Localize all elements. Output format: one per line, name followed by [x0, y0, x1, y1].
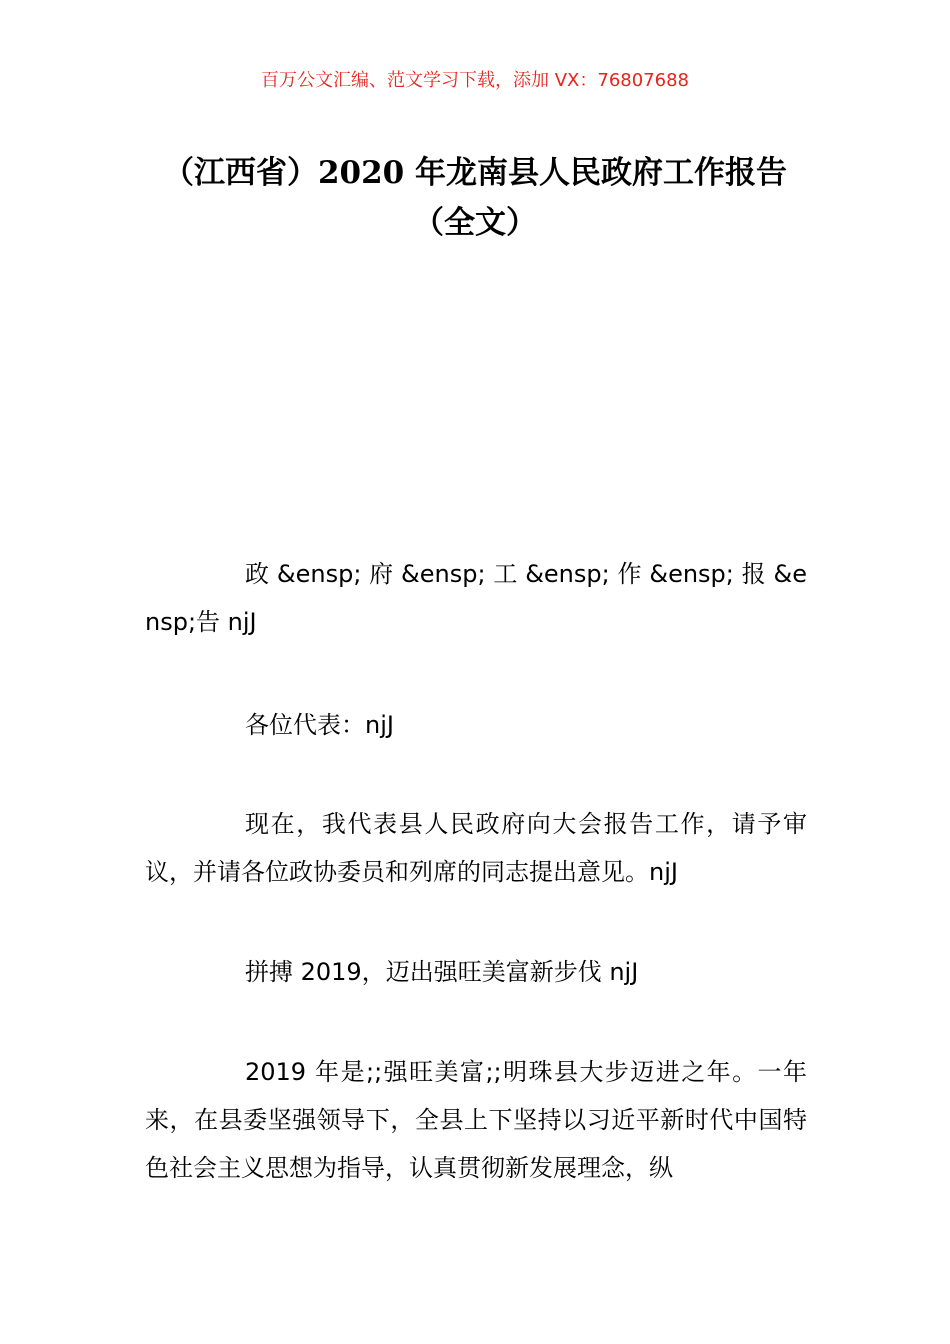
paragraph-salutation: 各位代表：njJ [245, 711, 394, 739]
paragraph-section-heading: 拼搏 2019，迈出强旺美富新步伐 njJ [245, 958, 639, 986]
paragraph-intro: 现在，我代表县人民政府向大会报告工作，请予审议，并请各位政协委员和列席的同志提出意见。njJ [145, 810, 807, 886]
document-title: （江西省）2020 年龙南县人民政府工作报告（全文） [162, 155, 788, 241]
header-watermark-note: 百万公文汇编、范文学习下载，添加 VX：76807688 [261, 70, 689, 91]
paragraph-body: 2019 年是;;强旺美富;;明珠县大步迈进之年。一年来，在县委坚强领导下，全县上下坚持以习近平新时代中国特色社会主义思想为指导，认真贯彻新发展理念，纵 [145, 1058, 807, 1182]
paragraph-heading-report: 政 &ensp; 府 &ensp; 工 &ensp; 作 &ensp; 报 &ensp;告 njJ [145, 560, 807, 636]
